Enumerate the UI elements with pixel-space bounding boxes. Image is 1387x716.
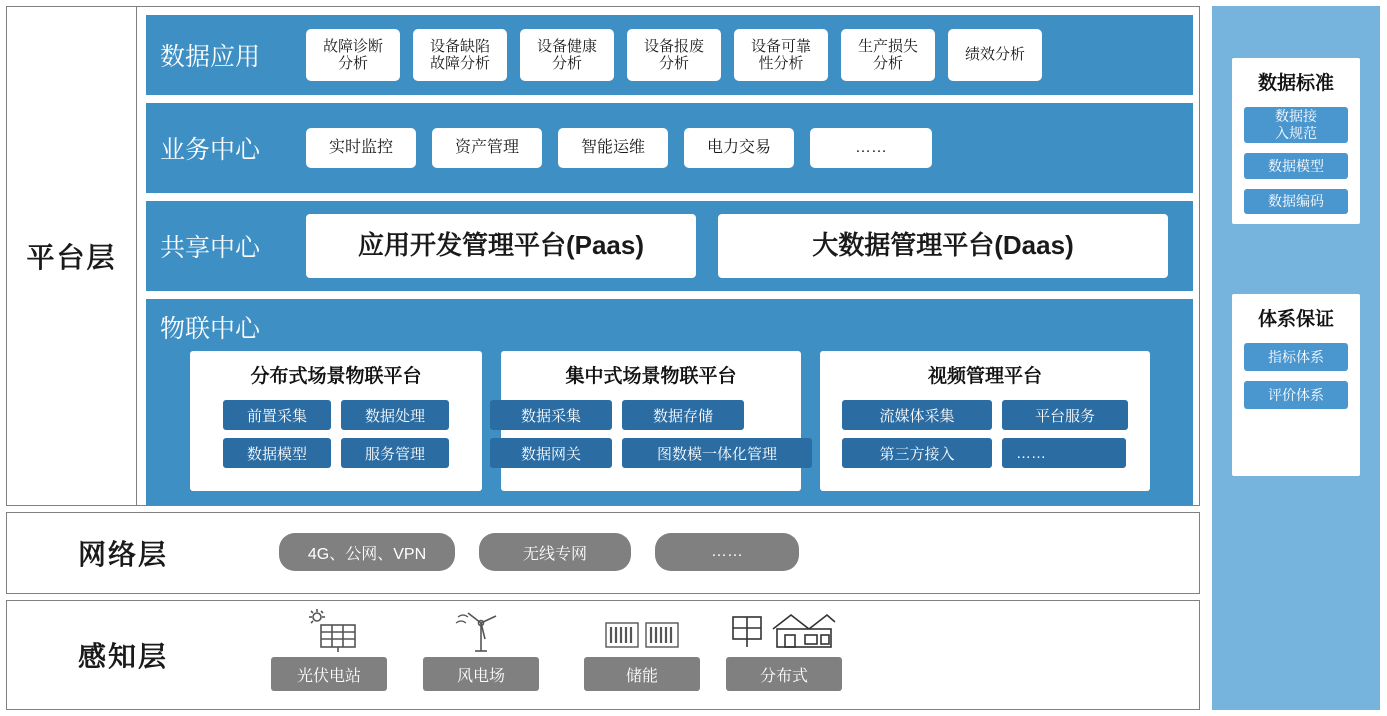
platform-layer-panel — [6, 6, 1200, 506]
rail-card-system-guarantee — [1232, 294, 1360, 476]
data-application-band — [146, 15, 1193, 95]
iot-card-video — [820, 351, 1150, 491]
share-item-daas[interactable]: 大数据管理平台(Daas) — [718, 214, 1168, 278]
network-item-more[interactable]: …… — [655, 533, 799, 571]
perception-label-distributed[interactable]: 分布式 — [726, 657, 842, 691]
network-item-wireless-private[interactable]: 无线专网 — [479, 533, 631, 571]
perception-item-storage — [584, 609, 700, 691]
distributed-house-icon — [729, 609, 839, 653]
iot-chip-platform-service[interactable]: 平台服务 — [1002, 400, 1128, 430]
perception-item-wind — [423, 609, 539, 691]
perception-label-solar[interactable]: 光伏电站 — [271, 657, 387, 691]
share-center-items — [306, 214, 1168, 278]
right-rail-panel — [1212, 6, 1380, 710]
app-item-defect-fault[interactable]: 设备缺陷 故障分析 — [413, 29, 507, 81]
share-center-band — [146, 201, 1193, 291]
biz-item-more[interactable]: …… — [810, 128, 932, 168]
app-item-reliability[interactable]: 设备可靠 性分析 — [734, 29, 828, 81]
rail-chip-indicator-system[interactable]: 指标体系 — [1244, 343, 1348, 371]
network-layer-label: 网络层 — [77, 539, 168, 570]
biz-item-asset-management[interactable]: 资产管理 — [432, 128, 542, 168]
perception-label-wind[interactable]: 风电场 — [423, 657, 539, 691]
solar-panel-icon — [299, 609, 359, 653]
network-item-4g-public-vpn[interactable]: 4G、公网、VPN — [279, 533, 455, 571]
iot-card-group — [190, 351, 1160, 491]
business-center-items — [306, 128, 932, 168]
iot-chip-data-gateway[interactable]: 数据网关 — [490, 438, 612, 468]
business-center-title: 业务中心 — [160, 136, 261, 164]
data-application-title: 数据应用 — [160, 43, 261, 71]
rail-card-system-guarantee-title: 体系保证 — [1257, 309, 1334, 330]
iot-chip-data-storage[interactable]: 数据存储 — [622, 400, 744, 430]
platform-layer-label: 平台层 — [7, 7, 137, 505]
iot-center-band — [146, 299, 1193, 505]
iot-chip-graph-model-integration[interactable]: 图数模一体化管理 — [622, 438, 812, 468]
iot-chip-stream-collection[interactable]: 流媒体采集 — [842, 400, 992, 430]
app-item-health[interactable]: 设备健康 分析 — [520, 29, 614, 81]
iot-chip-third-party-access[interactable]: 第三方接入 — [842, 438, 992, 468]
app-item-production-loss[interactable]: 生产损失 分析 — [841, 29, 935, 81]
iot-chip-service-management[interactable]: 服务管理 — [341, 438, 449, 468]
perception-layer-label: 感知层 — [77, 641, 168, 672]
wind-turbine-icon — [452, 609, 510, 653]
iot-chip-data-collection[interactable]: 数据采集 — [490, 400, 612, 430]
iot-card-centralized — [501, 351, 801, 491]
rail-card-data-standard — [1232, 58, 1360, 224]
app-item-fault-diagnosis[interactable]: 故障诊断 分析 — [306, 29, 400, 81]
iot-chip-data-model[interactable]: 数据模型 — [223, 438, 331, 468]
iot-card-centralized-title: 集中式场景物联平台 — [565, 366, 737, 387]
app-item-performance[interactable]: 绩效分析 — [948, 29, 1042, 81]
battery-storage-icon — [602, 609, 682, 653]
biz-item-smart-ops[interactable]: 智能运维 — [558, 128, 668, 168]
biz-item-power-trading[interactable]: 电力交易 — [684, 128, 794, 168]
perception-item-distributed — [726, 609, 842, 691]
iot-chip-more[interactable]: …… — [1002, 438, 1126, 468]
iot-chip-front-collection[interactable]: 前置采集 — [223, 400, 331, 430]
biz-item-realtime-monitor[interactable]: 实时监控 — [306, 128, 416, 168]
rail-chip-data-access-spec[interactable]: 数据接 入规范 — [1244, 107, 1348, 143]
rail-chip-data-model[interactable]: 数据模型 — [1244, 153, 1348, 178]
rail-chip-evaluation-system[interactable]: 评价体系 — [1244, 381, 1348, 409]
iot-center-title: 物联中心 — [160, 315, 261, 343]
app-item-scrap[interactable]: 设备报废 分析 — [627, 29, 721, 81]
iot-card-video-title: 视频管理平台 — [927, 366, 1042, 387]
iot-chip-data-processing[interactable]: 数据处理 — [341, 400, 449, 430]
share-center-title: 共享中心 — [160, 234, 261, 262]
iot-card-distributed — [190, 351, 482, 491]
share-item-paas[interactable]: 应用开发管理平台(Paas) — [306, 214, 696, 278]
iot-card-distributed-title: 分布式场景物联平台 — [250, 366, 422, 387]
network-layer-panel — [6, 512, 1200, 594]
rail-card-data-standard-title: 数据标准 — [1257, 73, 1334, 94]
perception-item-solar — [271, 609, 387, 691]
network-items — [279, 533, 799, 571]
perception-layer-panel — [6, 600, 1200, 710]
data-application-items — [306, 29, 1042, 81]
rail-chip-data-encoding[interactable]: 数据编码 — [1244, 189, 1348, 214]
business-center-band — [146, 103, 1193, 193]
perception-label-storage[interactable]: 储能 — [584, 657, 700, 691]
